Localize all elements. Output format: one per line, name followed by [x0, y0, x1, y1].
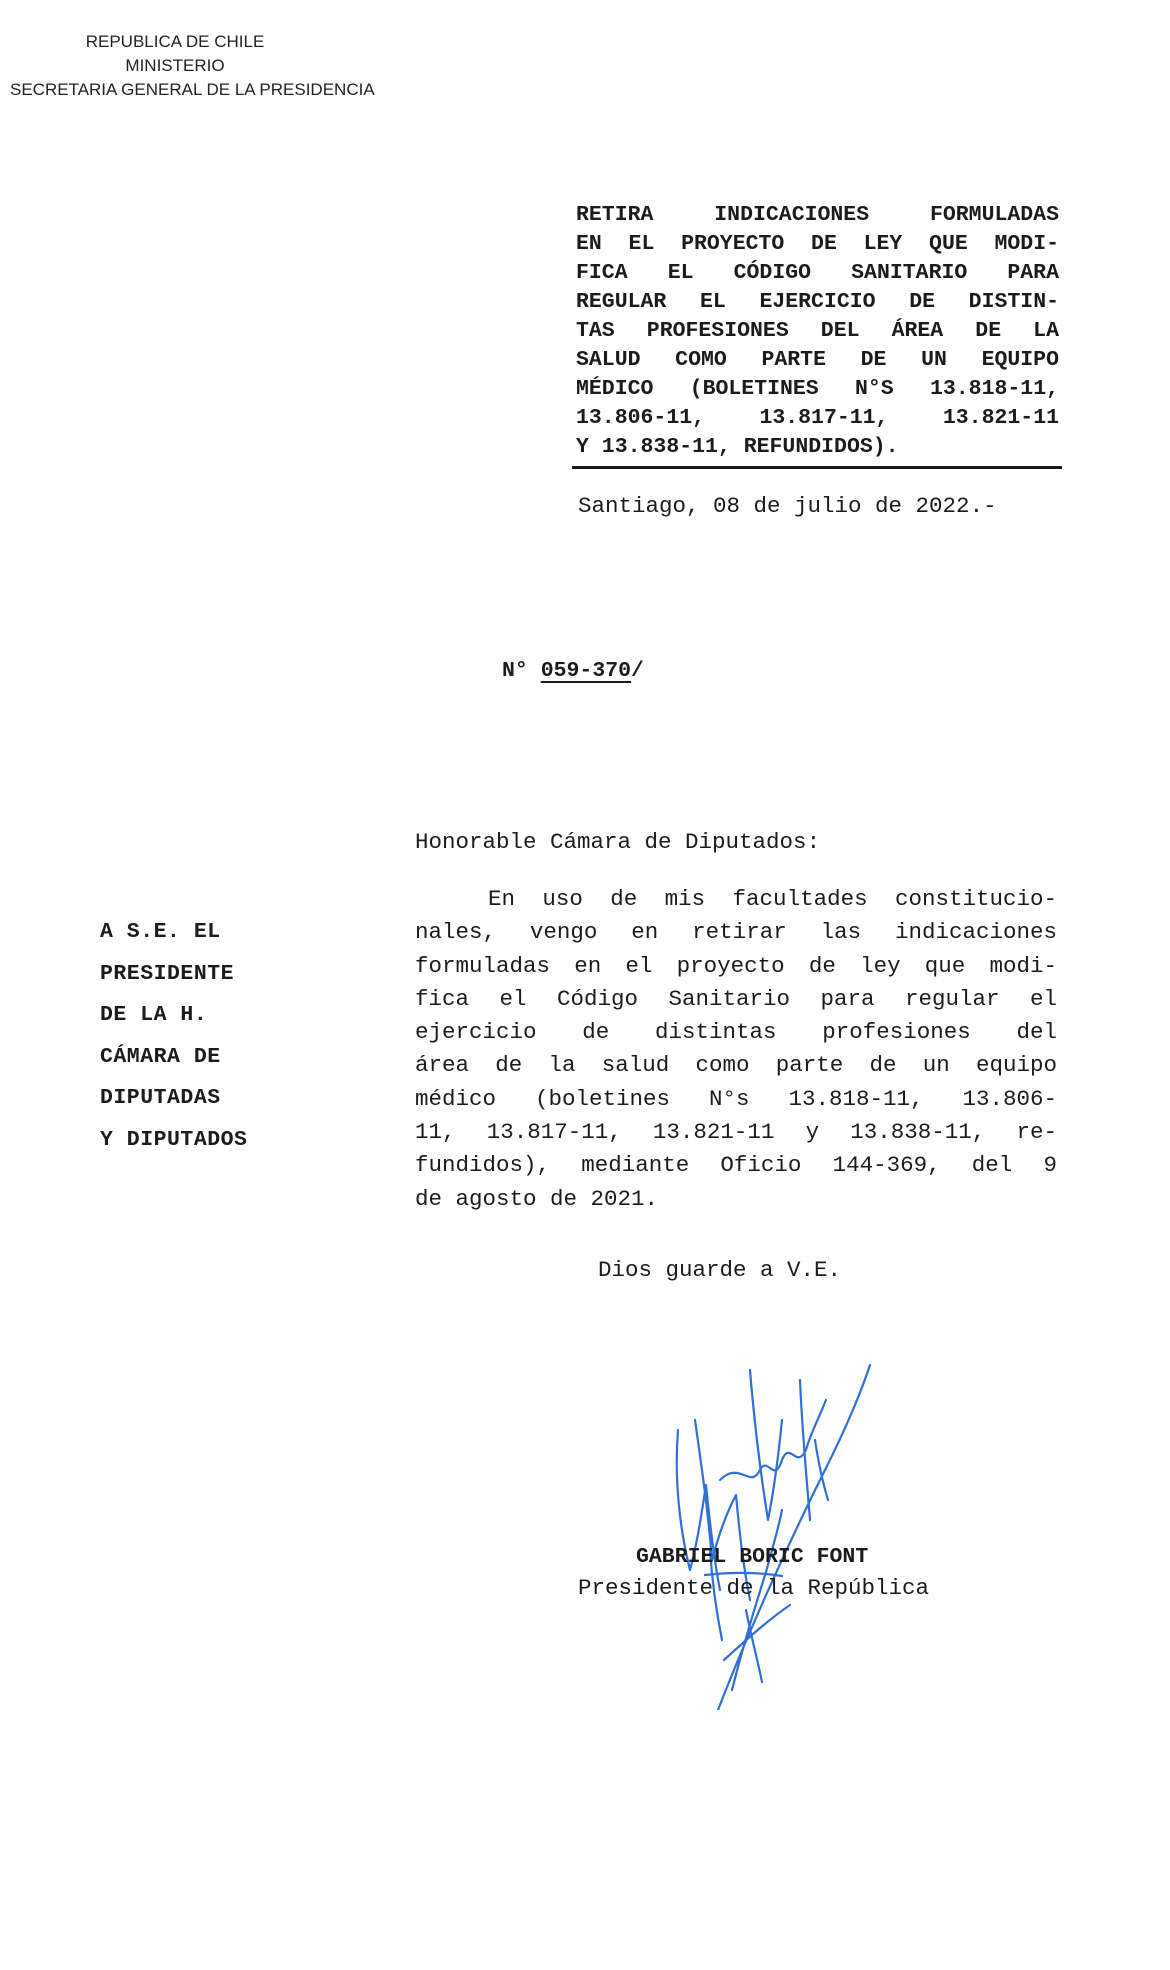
body-line: área de la salud como parte de un equipo	[415, 1052, 1057, 1079]
addressee-line: DIPUTADAS	[100, 1086, 221, 1111]
body-line: nales, vengo en retirar las indicaciones	[415, 919, 1057, 946]
addressee-block	[100, 912, 300, 1162]
subject-line: RETIRA INDICACIONES FORMULADAS	[576, 203, 1059, 227]
subject-line: EN EL PROYECTO DE LEY QUE MODI-	[576, 232, 1059, 256]
signer-title: Presidente de la República	[578, 1575, 930, 1601]
subject-line: REGULAR EL EJERCICIO DE DISTIN-	[576, 290, 1059, 314]
document-number-prefix: N°	[502, 659, 528, 683]
addressee-line: Y DIPUTADOS	[100, 1127, 248, 1152]
subject-line: MÉDICO (BOLETINES N°S 13.818-11,	[576, 377, 1059, 401]
subject-line: SALUD COMO PARTE DE UN EQUIPO	[576, 348, 1059, 372]
subject-line: FICA EL CÓDIGO SANITARIO PARA	[576, 261, 1059, 285]
letterhead	[10, 30, 375, 102]
document-number-suffix: /	[631, 659, 644, 683]
body-line: de agosto de 2021.	[415, 1185, 659, 1212]
body-line: 11, 13.817-11, 13.821-11 y 13.838-11, re-	[415, 1119, 1057, 1146]
handwritten-signature	[650, 1310, 890, 1710]
letterhead-department: SECRETARIA GENERAL DE LA PRESIDENCIA	[10, 80, 375, 99]
addressee-line: CÁMARA DE	[100, 1044, 221, 1069]
addressee-line: DE LA H.	[100, 1003, 208, 1028]
subject-line: Y 13.838-11, REFUNDIDOS).	[576, 435, 899, 459]
addressee-line: PRESIDENTE	[100, 961, 235, 986]
letterhead-ministry: MINISTERIO	[125, 56, 225, 75]
body-line: En uso de mis facultades constitucio-	[488, 886, 1057, 912]
subject-line: TAS PROFESIONES DEL ÁREA DE LA	[576, 319, 1059, 343]
subject-underline	[572, 466, 1062, 469]
body-line: fica el Código Sanitario para regular el	[415, 985, 1057, 1012]
subject-line: 13.806-11, 13.817-11, 13.821-11	[576, 406, 1059, 430]
body-line: ejercicio de distintas profesiones del	[415, 1019, 1057, 1046]
body-line: médico (boletines N°s 13.818-11, 13.806-	[415, 1085, 1057, 1112]
body-line: formuladas en el proyecto de ley que modi-	[415, 952, 1057, 979]
document-number	[502, 659, 644, 683]
body-line: fundidos), mediante Oficio 144-369, del 9	[415, 1152, 1057, 1179]
subject-block	[576, 201, 1059, 462]
document-number-value: 059-370	[540, 659, 632, 683]
salutation: Honorable Cámara de Diputados:	[415, 829, 821, 855]
body-paragraph	[415, 883, 1057, 1216]
closing-phrase: Dios guarde a V.E.	[598, 1257, 842, 1283]
letterhead-country: REPUBLICA DE CHILE	[85, 32, 265, 51]
addressee-line: A S.E. EL	[100, 920, 221, 944]
signer-name: GABRIEL BORIC FONT	[636, 1545, 869, 1569]
dateline: Santiago, 08 de julio de 2022.-	[578, 493, 997, 519]
